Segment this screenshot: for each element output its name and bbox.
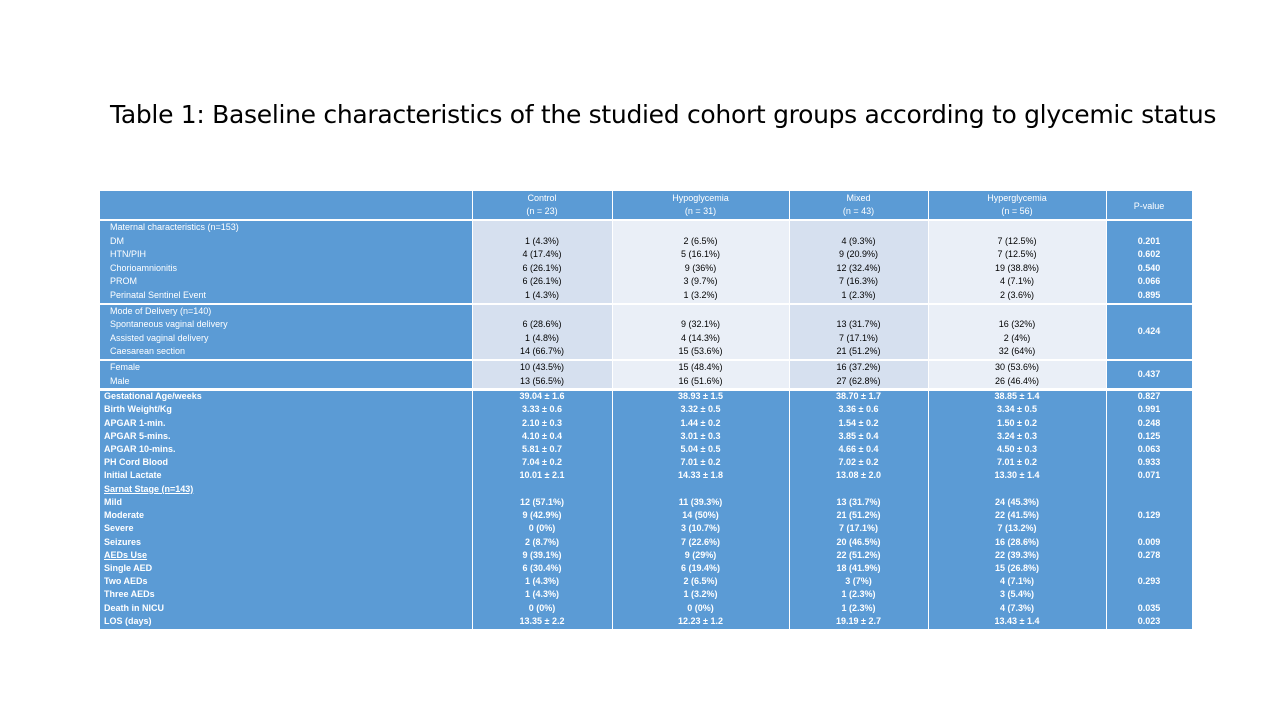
- row-value: 1.54 ± 0.2: [838, 417, 879, 428]
- row-value: 1 (4.3%): [524, 576, 559, 587]
- row-value: 3.33 ± 0.6: [522, 404, 562, 415]
- row-value: 7 (12.5%): [997, 235, 1037, 246]
- row-value: 16 (28.6%): [994, 536, 1040, 547]
- row-value: 19.19 ± 2.7: [836, 615, 881, 626]
- row-label: Spontaneous vaginal delivery: [110, 319, 228, 330]
- row-value: 3.24 ± 0.3: [997, 430, 1037, 441]
- row-value: 2 (4%): [1003, 332, 1031, 343]
- row-pvalue: 0.066: [1137, 276, 1161, 287]
- row-value: 4 (14.3%): [680, 332, 721, 343]
- row-value: 10.01 ± 2.1: [519, 470, 565, 481]
- row-value: 1 (2.3%): [841, 290, 876, 300]
- row-value: 1 (2.3%): [841, 602, 876, 613]
- row-label: AEDs Use: [104, 549, 148, 560]
- row-label: Moderate: [104, 510, 145, 521]
- row-value: 15 (53.6%): [678, 346, 723, 357]
- row-pvalue: [1106, 522, 1192, 536]
- row-value: 9 (32.1%): [680, 319, 721, 330]
- column-header: [612, 191, 789, 219]
- row-pvalue: [1106, 562, 1192, 576]
- row-value: 4 (7.3%): [999, 602, 1034, 613]
- row-value: 4 (17.4%): [522, 249, 562, 260]
- row-value: 0 (0%): [528, 523, 556, 534]
- row-value: 10 (43.5%): [519, 362, 565, 372]
- row-value: 3 (9.7%): [683, 276, 718, 287]
- column-header: [928, 191, 1106, 219]
- row-label: Severe: [104, 523, 134, 534]
- row-label: APGAR 1-min.: [104, 417, 166, 428]
- row-value: 22 (51.2%): [836, 549, 881, 560]
- row-value: 3.01 ± 0.3: [680, 430, 721, 441]
- row-value: 9 (36%): [684, 262, 717, 273]
- row-pvalue: 0.827: [1137, 391, 1161, 402]
- row-label: Assisted vaginal delivery: [110, 332, 209, 343]
- row-value: 6 (19.4%): [680, 562, 721, 573]
- row-value: 1 (3.2%): [683, 589, 718, 600]
- column-header-count: (n = 56): [1001, 206, 1033, 216]
- row-value: 12 (32.4%): [836, 262, 881, 273]
- column-divider: [928, 191, 929, 629]
- row-pvalue: 0.009: [1137, 536, 1161, 547]
- row-value: 7.04 ± 0.2: [522, 457, 562, 468]
- row-pvalue: 0.035: [1137, 602, 1161, 613]
- column-divider: [612, 191, 613, 629]
- row-value: 3.32 ± 0.5: [680, 404, 721, 415]
- row-value: 6 (30.4%): [522, 562, 562, 573]
- column-header-name: Mixed: [846, 193, 871, 203]
- row-value: 19 (38.8%): [994, 262, 1040, 273]
- row-value: 3.34 ± 0.5: [997, 404, 1037, 415]
- row-value: 13.08 ± 2.0: [836, 470, 881, 481]
- row-value: 3.36 ± 0.6: [838, 404, 879, 415]
- row-value: 14.33 ± 1.8: [678, 470, 723, 481]
- row-value: 7 (16.3%): [838, 276, 879, 287]
- row-label: PROM: [110, 276, 137, 287]
- pvalue-header: P-value: [1133, 201, 1165, 211]
- row-value: 1 (4.3%): [524, 235, 559, 246]
- row-label: Death in NICU: [104, 602, 165, 613]
- row-value: 14 (50%): [682, 510, 719, 521]
- row-label: Birth Weight/Kg: [104, 404, 172, 415]
- row-pvalue: 0.023: [1137, 615, 1161, 626]
- row-label: DM: [110, 235, 124, 246]
- row-value: 27 (62.8%): [836, 375, 881, 386]
- row-value: 5.81 ± 0.7: [522, 444, 562, 455]
- row-pvalue: 0.293: [1137, 576, 1161, 587]
- column-header: [789, 191, 928, 219]
- row-value: 4 (9.3%): [841, 235, 876, 246]
- row-pvalue: 0.540: [1137, 262, 1161, 273]
- row-pvalue: 0.895: [1137, 290, 1161, 300]
- row-value: 1.50 ± 0.2: [997, 417, 1037, 428]
- row-value: 1 (3.2%): [683, 290, 718, 300]
- row-pvalue: 0.129: [1137, 510, 1161, 521]
- row-value: 13 (31.7%): [836, 319, 881, 330]
- row-label: Initial Lactate: [104, 470, 162, 481]
- row-value: 3 (5.4%): [999, 589, 1034, 600]
- column-divider: [789, 191, 790, 629]
- row-value: [789, 483, 928, 497]
- row-value: 1 (4.3%): [524, 589, 559, 600]
- row-label: Chorioamnionitis: [110, 262, 178, 273]
- column-header-count: (n = 31): [684, 206, 717, 216]
- row-value: 9 (29%): [684, 549, 717, 560]
- row-value: 16 (37.2%): [836, 362, 881, 372]
- column-divider: [472, 191, 473, 629]
- row-value: 15 (48.4%): [678, 362, 723, 372]
- row-label: APGAR 5-mins.: [104, 430, 171, 441]
- row-value: [472, 483, 612, 497]
- row-value: 7.01 ± 0.2: [997, 457, 1037, 468]
- page-title: Table 1: Baseline characteristics of the studied cohort groups according to glycemic status: [110, 100, 1217, 129]
- row-label: Two AEDs: [104, 576, 148, 587]
- row-value: 38.85 ± 1.4: [994, 391, 1040, 402]
- row-value: 7 (12.5%): [997, 249, 1037, 260]
- row-label: APGAR 10-mins.: [104, 444, 176, 455]
- row-value: 7 (17.1%): [838, 523, 879, 534]
- row-value: 3 (10.7%): [680, 523, 721, 534]
- row-value: 1 (4.8%): [524, 332, 559, 343]
- row-label: Mild: [104, 496, 122, 507]
- row-pvalue: 0.071: [1137, 470, 1161, 481]
- column-header-name: Hypoglycemia: [672, 193, 729, 203]
- row-value: 4.10 ± 0.4: [522, 430, 562, 441]
- row-value: 6 (26.1%): [522, 276, 562, 287]
- row-value: 0 (0%): [687, 602, 714, 613]
- row-pvalue: 0.248: [1137, 417, 1161, 428]
- row-value: 20 (46.5%): [836, 536, 881, 547]
- row-value: 38.70 ± 1.7: [836, 391, 881, 402]
- header-divider: [100, 219, 1192, 221]
- row-value: 7.01 ± 0.2: [680, 457, 721, 468]
- column-header: [472, 191, 612, 219]
- row-label: Caesarean section: [110, 346, 186, 357]
- row-value: 6 (26.1%): [522, 262, 562, 273]
- row-value: 9 (39.1%): [522, 549, 562, 560]
- column-header-count: (n = 43): [842, 206, 875, 216]
- row-value: 5 (16.1%): [680, 249, 721, 260]
- row-value: 2 (6.5%): [683, 576, 718, 587]
- row-label: Gestational Age/weeks: [104, 391, 202, 402]
- row-value: 3 (7%): [845, 576, 872, 587]
- row-value: 7 (17.1%): [838, 332, 879, 343]
- row-value: 21 (51.2%): [836, 510, 881, 521]
- row-pvalue: 0.933: [1137, 457, 1161, 468]
- row-pvalue: 0.991: [1137, 404, 1161, 415]
- baseline-table: [100, 191, 1192, 629]
- row-label: LOS (days): [104, 615, 152, 626]
- row-pvalue: 0.278: [1137, 549, 1161, 560]
- row-value: 7.02 ± 0.2: [838, 457, 879, 468]
- row-pvalue: 0.063: [1137, 444, 1161, 455]
- row-value: [928, 483, 1106, 497]
- row-value: 13 (31.7%): [836, 496, 881, 507]
- section-heading: Mode of Delivery (n=140): [110, 305, 212, 316]
- row-value: 2 (6.5%): [683, 235, 718, 246]
- row-value: [612, 483, 789, 497]
- row-value: 4 (7.1%): [999, 576, 1034, 587]
- row-value: 38.93 ± 1.5: [678, 391, 723, 402]
- row-label: Female: [110, 362, 141, 372]
- row-pvalue: 0.125: [1137, 430, 1161, 441]
- row-pvalue: 0.424: [1137, 325, 1161, 336]
- row-value: 6 (28.6%): [522, 319, 562, 330]
- row-label: Sarnat Stage (n=143): [104, 483, 194, 494]
- row-value: 2.10 ± 0.3: [522, 417, 562, 428]
- column-header-name: Hyperglycemia: [987, 193, 1047, 203]
- row-label: Three AEDs: [104, 589, 155, 600]
- row-value: 18 (41.9%): [836, 562, 881, 573]
- row-value: 32 (64%): [998, 346, 1036, 357]
- row-label: HTN/PIH: [110, 249, 146, 260]
- row-value: 12.23 ± 1.2: [678, 615, 723, 626]
- row-value: 13 (56.5%): [519, 375, 565, 386]
- row-value: 4.66 ± 0.4: [838, 444, 879, 455]
- row-value: 1 (4.3%): [524, 290, 559, 300]
- row-value: 13.35 ± 2.2: [519, 615, 565, 626]
- row-value: 4.50 ± 0.3: [997, 444, 1037, 455]
- row-pvalue: [1106, 588, 1192, 602]
- row-value: 13.43 ± 1.4: [994, 615, 1040, 626]
- column-header-name: Control: [527, 193, 557, 203]
- row-pvalue: 0.602: [1137, 249, 1161, 260]
- column-divider: [1106, 191, 1107, 629]
- row-value: 4 (7.1%): [999, 276, 1034, 287]
- row-value: 14 (66.7%): [519, 346, 565, 357]
- row-value: 13.30 ± 1.4: [994, 470, 1040, 481]
- row-value: 7 (22.6%): [680, 536, 721, 547]
- row-value: 22 (41.5%): [994, 510, 1040, 521]
- column-header-count: (n = 23): [526, 206, 558, 216]
- row-pvalue: [1106, 496, 1192, 510]
- row-value: 2 (3.6%): [999, 290, 1034, 300]
- row-value: 16 (32%): [998, 319, 1036, 330]
- row-label: PH Cord Blood: [104, 457, 168, 468]
- row-value: 24 (45.3%): [994, 496, 1040, 507]
- row-value: 5.04 ± 0.5: [680, 444, 721, 455]
- row-value: 9 (20.9%): [838, 249, 879, 260]
- row-value: 12 (57.1%): [519, 496, 565, 507]
- row-value: 30 (53.6%): [994, 362, 1040, 372]
- row-label: Seizures: [104, 536, 142, 547]
- row-value: 2 (8.7%): [524, 536, 559, 547]
- row-value: 1.44 ± 0.2: [680, 417, 721, 428]
- row-value: 15 (26.8%): [994, 562, 1040, 573]
- row-value: 3.85 ± 0.4: [838, 430, 879, 441]
- row-value: 26 (46.4%): [994, 375, 1040, 386]
- row-value: 16 (51.6%): [678, 375, 723, 386]
- row-label: Perinatal Sentinel Event: [110, 290, 207, 300]
- row-value: 11 (39.3%): [678, 496, 723, 507]
- row-value: 0 (0%): [528, 602, 556, 613]
- row-value: 39.04 ± 1.6: [519, 391, 565, 402]
- row-value: 22 (39.3%): [994, 549, 1040, 560]
- row-pvalue: [1106, 483, 1192, 497]
- row-value: 21 (51.2%): [836, 346, 881, 357]
- row-value: 7 (13.2%): [997, 523, 1037, 534]
- row-pvalue: 0.437: [1137, 368, 1161, 379]
- row-value: 9 (42.9%): [522, 510, 562, 521]
- row-pvalue: 0.201: [1137, 235, 1161, 246]
- row-label: Male: [110, 375, 130, 386]
- section-heading: Maternal characteristics (n=153): [110, 222, 239, 232]
- row-value: 1 (2.3%): [841, 589, 876, 600]
- row-label: Single AED: [104, 562, 153, 573]
